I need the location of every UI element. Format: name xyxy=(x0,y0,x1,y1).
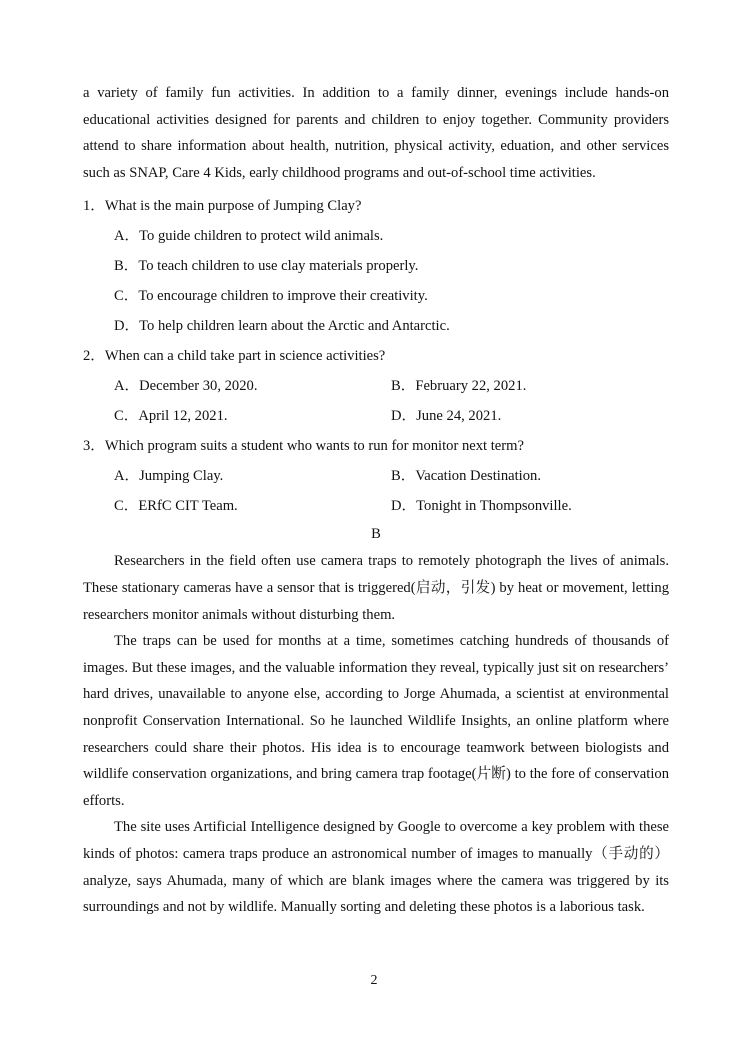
document-page xyxy=(83,80,669,921)
question-3-option-c: C．ERfC CIT Team. xyxy=(114,498,238,515)
question-2-option-d: D．June 24, 2021. xyxy=(391,408,502,425)
intro-paragraph: a variety of family fun activities. In addition to a family dinner, evenings include hands-on educational activities designed for parents and children to enjoy together. Community providers attend to share information about health, nutrition, physical activity, eduation, and other services such as SNAP, Care 4 Kids, early childhood programs and out-of-school time activities. xyxy=(83,85,669,181)
question-3-option-d: D．Tonight in Thompsonville. xyxy=(391,498,572,515)
question-1-option-d: D．To help children learn about the Arctic and Antarctic. xyxy=(114,318,450,335)
question-1-option-a: A．To guide children to protect wild animals. xyxy=(114,228,384,245)
question-2-options-row-1 xyxy=(83,376,669,396)
page-number: 2 xyxy=(370,973,378,988)
passage-b-paragraph-2: The traps can be used for months at a time, sometimes catching hundreds of thousands of images. But these images, and the valuable information they reveal, typically just sit on researchers’ hard drives, unavailable to anyone else, according to Jorge Ahumada, a scientist at environmental nonprofit Conservation International. So he launched Wildlife Insights, an online platform where researchers could share their photos. His idea is to encourage teamwork between biologists and wildlife conservation organizations, and bring camera trap footage(片断) to the fore of conservation efforts. xyxy=(83,633,669,809)
question-2-option-a: A．December 30, 2020. xyxy=(114,378,258,395)
question-3-option-a: A．Jumping Clay. xyxy=(114,468,224,485)
question-3-options-row-2 xyxy=(83,496,669,516)
question-3-stem: 3．Which program suits a student who wants to run for monitor next term? xyxy=(83,438,524,455)
question-1-option-b: B．To teach children to use clay materials properly. xyxy=(114,258,419,275)
question-1-option-c: C．To encourage children to improve their creativity. xyxy=(114,288,428,305)
question-1-stem: 1．What is the main purpose of Jumping Clay? xyxy=(83,198,362,215)
question-2-option-c: C．April 12, 2021. xyxy=(114,408,228,425)
question-3-options-row-1 xyxy=(83,466,669,486)
section-heading: B xyxy=(371,526,381,543)
passage-b-paragraph-1: Researchers in the field often use camera traps to remotely photograph the lives of animals. These stationary cameras have a sensor that is triggered(启动，引发) by heat or movement, letting researchers monitor animals without disturbing them. xyxy=(83,553,669,623)
question-2-option-b: B．February 22, 2021. xyxy=(391,378,527,395)
passage-b-paragraph-3: The site uses Artificial Intelligence designed by Google to overcome a key problem with these kinds of photos: camera traps produce an astronomical number of images to manually（手动的） analyze, says Ahumada, many of which are blank images where the camera was triggered by its surroundings and not by wildlife. Manually sorting and deleting these photos is a laborious task. xyxy=(83,819,669,916)
question-3-option-b: B．Vacation Destination. xyxy=(391,468,541,485)
question-2-stem: 2．When can a child take part in science activities? xyxy=(83,348,386,365)
question-2-options-row-2 xyxy=(83,406,669,426)
